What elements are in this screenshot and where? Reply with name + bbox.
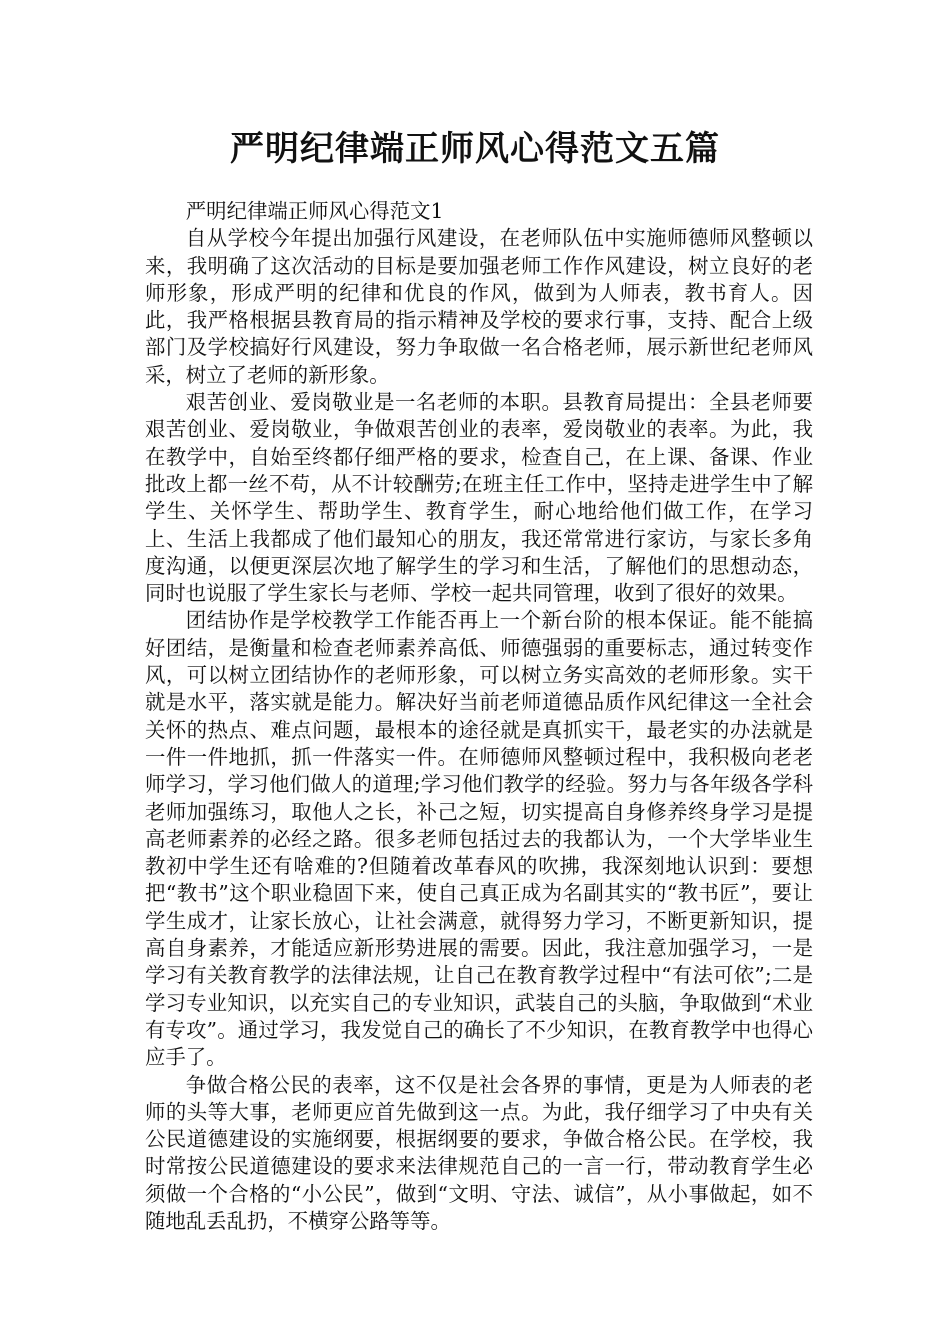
paragraph-4: 争做合格公民的表率，这不仅是社会各界的事情，更是为人师表的老师的头等大事，老师更应首先做到这一点。为此，我仔细学习了中央有关公民道德建设的实施纲要，根据纲要的要求，争做合格公民。在学校，我时常按公民道德建设的要求来法律规范自己的一言一行，带动教育学生必须做一个合格的“小公民”，做到“文明、守法、诚信”，从小事做起，如不随地乱丢乱扔，不横穿公路等等。: [145, 1072, 813, 1233]
document-title: 严明纪律端正师风心得范文五篇: [230, 129, 720, 169]
paragraph-1: 自从学校今年提出加强行风建设，在老师队伍中实施师德师风整顿以来，我明确了这次活动的目标是要加强老师工作作风建设，树立良好的老师形象，形成严明的纪律和优良的作风，做到为人师表，教书育人。因此，我严格根据县教育局的指示精神及学校的要求行事，支持、配合上级部门及学校搞好行风建设，努力争取做一名合格老师，展示新世纪老师风采，树立了老师的新形象。: [145, 226, 813, 387]
section-heading: 严明纪律端正师风心得范文1: [185, 199, 444, 223]
document-body: [145, 198, 813, 1235]
paragraph-3: 团结协作是学校教学工作能否再上一个新台阶的根本保证。能不能搞好团结，是衡量和检查老师素养高低、师德强弱的重要标志，通过转变作风，可以树立团结协作的老师形象，可以树立务实高效的老师形象。实干就是水平，落实就是能力。解决好当前老师道德品质作风纪律这一全社会关怀的热点、难点问题，最根本的途径就是真抓实干，最老实的办法就是一件一件地抓，抓一件落实一件。在师德师风整顿过程中，我积极向老老师学习，学习他们做人的道理;学习他们教学的经验。努力与各年级各学科老师加强练习，取他人之长，补己之短，切实提高自身修养终身学习是提高老师素养的必经之路。很多老师包括过去的我都认为，一个大学毕业生教初中学生还有啥难的?但随着改革春风的吹拂，我深刻地认识到：要想把“教书”这个职业稳固下来，使自己真正成为名副其实的“教书匠”，要让学生成才，让家长放心，让社会满意，就得努力学习，不断更新知识，提高自身素养，才能适应新形势进展的需要。因此，我注意加强学习，一是学习有关教育教学的法律法规，让自己在教育教学过程中“有法可依”;二是学习专业知识，以充实自己的专业知识，武装自己的头脑，争取做到“术业有专攻”。通过学习，我发觉自己的确长了不少知识，在教育教学中也得心应手了。: [145, 608, 813, 1070]
paragraph-2: 艰苦创业、爱岗敬业是一名老师的本职。县教育局提出：全县老师要艰苦创业、爱岗敬业，争做艰苦创业的表率，爱岗敬业的表率。为此，我在教学中，自始至终都仔细严格的要求，检查自己，在上课、备课、作业批改上都一丝不苟，从不计较酬劳;在班主任工作中，坚持走进学生中了解学生、关怀学生、帮助学生、教育学生，耐心地给他们做工作，在学习上、生活上我都成了他们最知心的朋友，我还常常进行家访，与家长多角度沟通，以便更深层次地了解学生的学习和生活，了解他们的思想动态，同时也说服了学生家长与老师、学校一起共同管理，收到了很好的效果。: [145, 390, 813, 606]
